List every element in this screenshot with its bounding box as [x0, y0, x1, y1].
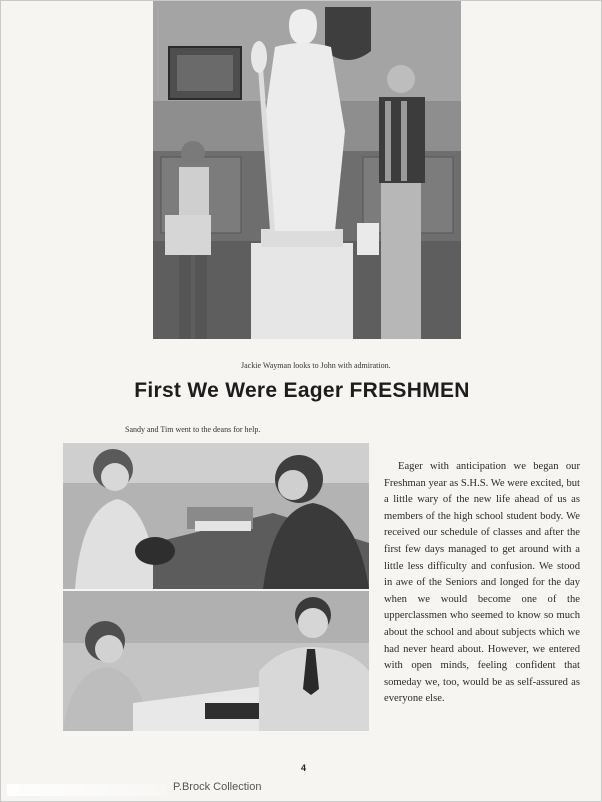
watermark-fade-bar: [7, 784, 167, 796]
page-headline: First We Were Eager FRESHMEN: [134, 379, 470, 402]
top-photo-caption: Jackie Wayman looks to John with admiration.: [241, 361, 391, 370]
photo-counselor-desk: [63, 591, 369, 731]
page-number: 4: [301, 763, 307, 773]
middle-photo-caption: Sandy and Tim went to the deans for help.: [125, 425, 261, 434]
photo-statue-scene-illustration: [153, 1, 461, 339]
photo-statue-scene: [153, 1, 461, 339]
photo-deans-office-illustration: [63, 443, 369, 589]
story-paragraph: Eager with anticipation we began our Freshman year as S.H.S. We were excited, but a little wary of the new life ahead of us as members of the high school student body. We received our schedule of classes and after the first few days managed to get around with a little less difficulty and confusion. We stood in awe of the Seniors and longed for the day when we would become one of the upperclassmen who seemed to know so much about the school and about subjects which we had never heard about. However, we entered with open minds, feeling confident that someday we, too, would be as self-assured as everyone else.: [384, 461, 580, 705]
photo-deans-office: [63, 443, 369, 589]
photo-counselor-desk-illustration: [63, 591, 369, 731]
collection-watermark: P.Brock Collection: [173, 781, 262, 793]
